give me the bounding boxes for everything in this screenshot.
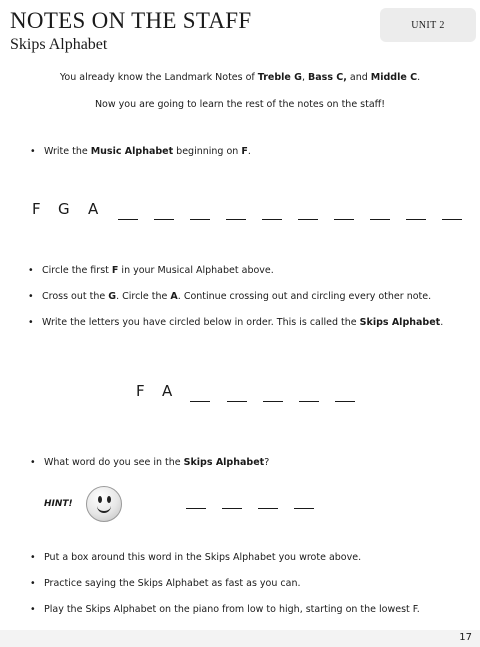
bullet-dot: •: [30, 604, 36, 615]
footer-bar: [0, 630, 480, 647]
bullet-bold-text: Music Alphabet: [90, 146, 174, 157]
answer-blank[interactable]: [222, 508, 242, 509]
intro-bold-bass-c: Bass C,: [308, 72, 347, 83]
bullet-question: [30, 457, 269, 468]
answer-blank[interactable]: [258, 508, 278, 509]
bullet-text: .: [440, 317, 444, 328]
skips-letter: A: [162, 382, 173, 400]
bullet-bold-text: Skips Alphabet: [359, 317, 441, 328]
bullet-bold-text: G: [108, 291, 117, 302]
page-title: NOTES ON THE STAFF: [10, 8, 252, 33]
bullet-text: Write the: [44, 146, 91, 157]
bullet-practice: [30, 578, 300, 589]
bullet-text: . Circle the: [116, 291, 171, 302]
unit-badge: [380, 8, 476, 42]
answer-blank[interactable]: [442, 219, 462, 220]
bullet-dot: •: [28, 265, 34, 276]
intro-bold-middle-c: Middle C: [370, 72, 418, 83]
bullet-text: ?: [264, 457, 270, 468]
bullet-bold-text: A: [170, 291, 178, 302]
bullet-dot: •: [30, 552, 36, 563]
bullet-write-alphabet: [30, 146, 251, 157]
answer-blank[interactable]: [370, 219, 390, 220]
hint-label: HINT!: [44, 499, 73, 509]
bullet-dot: •: [30, 457, 36, 468]
intro-text: .: [417, 72, 421, 83]
intro-bold-treble-g: Treble G: [257, 72, 302, 83]
bullet-text: .: [247, 146, 251, 157]
bullet-text: Write the letters you have circled below in order. This is called the: [42, 317, 360, 328]
bullet-text: Put a box around this word in the Skips Alphabet you wrote above.: [44, 552, 362, 563]
bullet-text: Circle the first: [42, 265, 112, 276]
bullet-bold-text: F: [111, 265, 119, 276]
bullet-play-piano: [30, 604, 420, 615]
intro-line-1: [0, 72, 480, 83]
answer-blank[interactable]: [262, 219, 282, 220]
skips-letter: F: [136, 382, 145, 400]
answer-blank[interactable]: [298, 219, 318, 220]
intro-text: and: [346, 72, 371, 83]
bullet-dot: •: [28, 317, 34, 328]
answer-blank[interactable]: [299, 401, 319, 402]
answer-blank[interactable]: [335, 401, 355, 402]
bullet-text: Practice saying the Skips Alphabet as fast as you can.: [44, 578, 301, 589]
intro-text: ,: [301, 72, 309, 83]
answer-blank[interactable]: [226, 219, 246, 220]
page-number: 17: [459, 632, 472, 643]
answer-blank[interactable]: [406, 219, 426, 220]
bullet-dot: •: [30, 578, 36, 589]
answer-blank[interactable]: [227, 401, 247, 402]
answer-blank[interactable]: [118, 219, 138, 220]
bullet-dot: •: [28, 291, 34, 302]
answer-blank[interactable]: [334, 219, 354, 220]
bullet-bold-text: Skips Alphabet: [183, 457, 265, 468]
answer-blank[interactable]: [294, 508, 314, 509]
answer-blank[interactable]: [154, 219, 174, 220]
bullet-text: What word do you see in the: [44, 457, 184, 468]
bullet-bold-text: F: [241, 146, 248, 157]
bullet-dot: •: [30, 146, 36, 157]
bullet-cross-out: [28, 291, 431, 302]
alphabet-letter: G: [58, 200, 70, 218]
bullet-text: in your Musical Alphabet above.: [118, 265, 274, 276]
hint-answer-row: [0, 489, 480, 511]
answer-blank[interactable]: [190, 401, 210, 402]
answer-blank[interactable]: [186, 508, 206, 509]
bullet-text: Play the Skips Alphabet on the piano from low to high, starting on the lowest F.: [44, 604, 420, 615]
alphabet-letter: F: [32, 200, 41, 218]
bullet-text: beginning on: [173, 146, 242, 157]
bullet-text: Cross out the: [42, 291, 109, 302]
answer-blank[interactable]: [190, 219, 210, 220]
intro-text: You already know the Landmark Notes of: [59, 72, 258, 83]
alphabet-letter: A: [88, 200, 99, 218]
skips-alphabet-row: [0, 382, 480, 404]
music-alphabet-row: [0, 200, 480, 222]
bullet-write-circled: [28, 317, 443, 328]
bullet-text: . Continue crossing out and circling every other note.: [177, 291, 432, 302]
page-subtitle: Skips Alphabet: [10, 36, 108, 53]
answer-blank[interactable]: [263, 401, 283, 402]
unit-label: UNIT 2: [411, 19, 445, 31]
bullet-box-word: [30, 552, 361, 563]
intro-line-2: Now you are going to learn the rest of the notes on the staff!: [94, 99, 386, 110]
bullet-circle-f: [28, 265, 274, 276]
